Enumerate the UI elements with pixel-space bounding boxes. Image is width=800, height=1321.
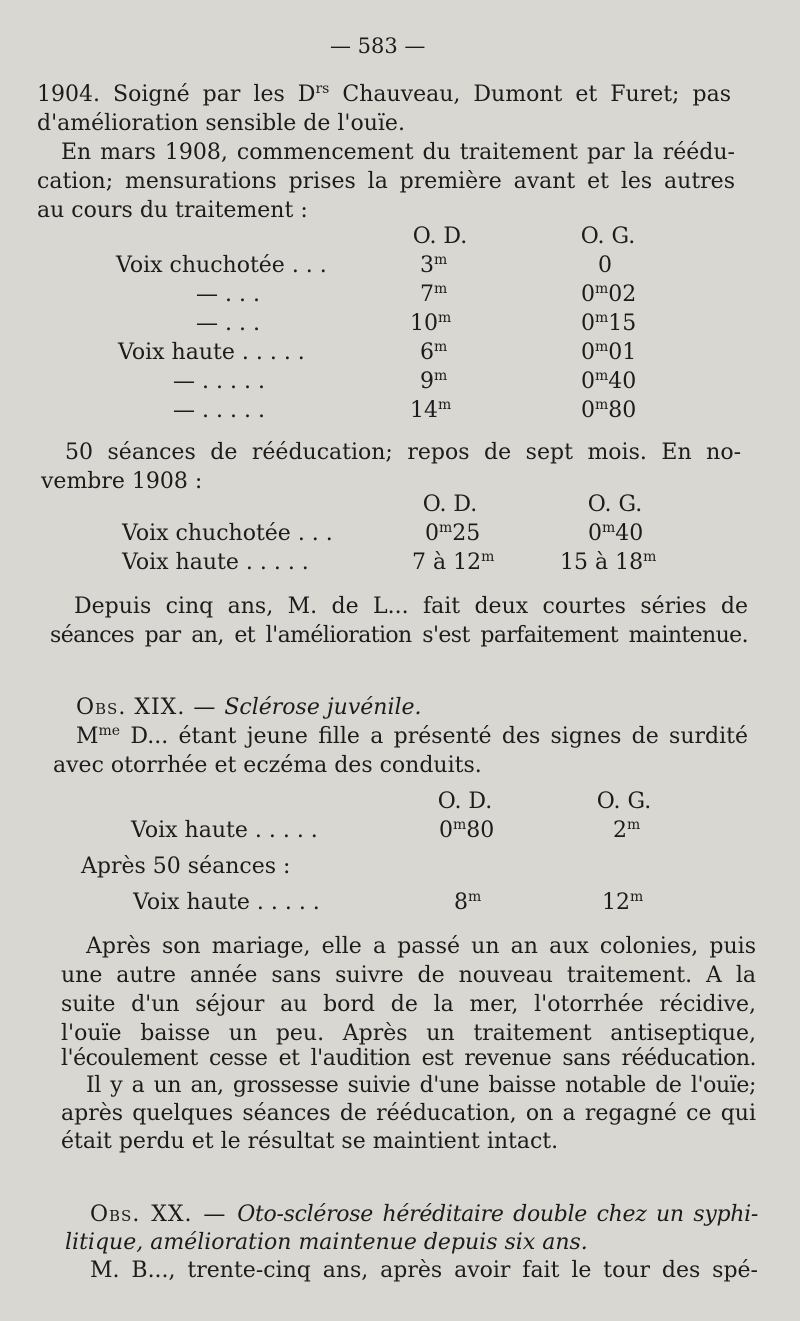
table1-row-label: — . . . . . [173, 398, 265, 423]
obs19-od: 0$^m$80 [439, 817, 495, 843]
obs20-heading: Obs. XX. — Oto-sclérose héréditaire double chez un syphi- [90, 1202, 758, 1227]
text-line: vembre 1908 : [41, 469, 203, 494]
table1-og: 0$^m$15 [581, 310, 637, 336]
text-line: M. B..., trente-cinq ans, après avoir fait le tour des spé- [90, 1258, 758, 1283]
text-line: 50 séances de rééducation; repos de sept mois. En no- [65, 440, 741, 465]
text-line: séances par an, et l'amélioration s'est parfaitement maintenue. [50, 623, 748, 648]
table2-row-label: Voix chuchotée . . . [122, 521, 333, 546]
table2-od: 0$^m$25 [425, 520, 481, 546]
table1-header-og: O. G. [580, 224, 636, 249]
text-line: après quelques séances de rééducation, on a regagné ce qui [61, 1101, 756, 1126]
obs19-od: 8$^m$ [454, 889, 482, 915]
text-line: avec otorrhée et eczéma des conduits. [53, 753, 482, 778]
obs19-row-label: Voix haute . . . . . [131, 818, 318, 843]
obs19-og: 12$^m$ [602, 889, 644, 915]
text-line: 1904. Soigné par les $D^{rs}$ Chauveau, Dumont et Furet; pas [37, 81, 731, 107]
text-line: cation; mensurations prises la première avant et les autres [37, 169, 735, 194]
table1-og: 0$^m$01 [581, 339, 637, 365]
text-line: Il y a un an, grossesse suivie d'une baisse notable de l'ouïe; [86, 1073, 756, 1098]
text-line: l'ouïe baisse un peu. Après un traitement antiseptique, [61, 1021, 756, 1046]
table1-og: 0$^m$80 [581, 397, 637, 423]
table1-row-label: — . . . [196, 282, 260, 307]
table2-od: 7 à 12$^m$ [412, 549, 495, 575]
table2-row-label: Voix haute . . . . . [122, 550, 309, 575]
table1-og: 0 [598, 253, 612, 278]
text-line: d'amélioration sensible de l'ouïe. [37, 111, 405, 136]
table1-header-od: O. D. [412, 224, 468, 249]
text-line: Après 50 séances : [81, 854, 291, 879]
table2-og: 15 à 18$^m$ [560, 549, 657, 575]
text-line: Depuis cinq ans, M. de L... fait deux courtes séries de [74, 594, 748, 619]
table1-row-label: Voix chuchotée . . . [116, 253, 327, 278]
table1-row-label: — . . . . . [173, 369, 265, 394]
obs19-og: 2$^m$ [613, 817, 641, 843]
text-line: En mars 1908, commencement du traitement par la réédu- [61, 140, 735, 165]
text-line: était perdu et le résultat se maintient intact. [61, 1129, 559, 1154]
obs20-heading-cont: litique, amélioration maintenue depuis six ans. [65, 1230, 588, 1255]
table1-od: 6$^m$ [420, 339, 448, 365]
table2-header-od: O. D. [422, 492, 478, 517]
table1-od: 10$^m$ [410, 310, 452, 336]
table1-od: 7$^m$ [420, 281, 448, 307]
obs19-heading: Obs. XIX. — Sclérose juvénile. [76, 695, 422, 720]
table1-row-label: — . . . [196, 311, 260, 336]
obs19-header-od: O. D. [437, 789, 493, 814]
table1-od: 14$^m$ [410, 397, 452, 423]
obs19-header-og: O. G. [596, 789, 652, 814]
table1-og: 0$^m$40 [581, 368, 637, 394]
text-line: suite d'un séjour au bord de la mer, l'otorrhée récidive, [61, 992, 756, 1017]
table1-og: 0$^m$02 [581, 281, 637, 307]
table1-od: 3$^m$ [420, 252, 448, 278]
table2-header-og: O. G. [587, 492, 643, 517]
text-line: l'écoulement cesse et l'audition est revenue sans rééducation. [61, 1046, 756, 1071]
page-number: — 583 — [330, 34, 426, 58]
text-line: une autre année sans suivre de nouveau traitement. A la [61, 963, 756, 988]
obs19-row-label: Voix haute . . . . . [133, 890, 320, 915]
text-line: $M^{me}$ D... étant jeune fille a présenté des signes de surdité [76, 723, 748, 749]
table1-od: 9$^m$ [420, 368, 448, 394]
table1-row-label: Voix haute . . . . . [118, 340, 305, 365]
text-line: Après son mariage, elle a passé un an aux colonies, puis [86, 934, 756, 959]
text-line: au cours du traitement : [37, 198, 308, 223]
table2-og: 0$^m$40 [588, 520, 644, 546]
